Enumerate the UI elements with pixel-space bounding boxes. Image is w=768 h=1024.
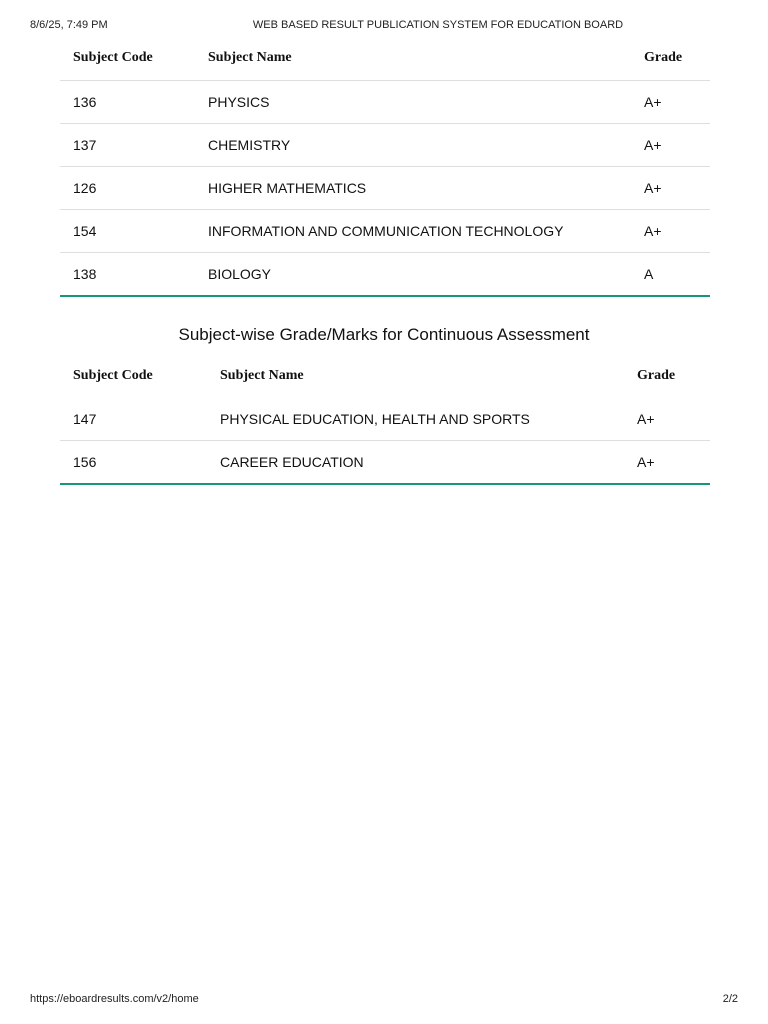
column-header-subject-name: Subject Name (220, 368, 304, 383)
subject-code: 138 (60, 253, 195, 297)
subject-grade-table (60, 36, 710, 297)
subject-code: 156 (60, 441, 207, 485)
subject-name: BIOLOGY (195, 253, 631, 297)
page-number: 2/2 (722, 993, 738, 1005)
table-header-row (60, 36, 710, 81)
table-row (60, 167, 710, 210)
subject-name: INFORMATION AND COMMUNICATION TECHNOLOGY (195, 210, 631, 253)
continuous-assessment-table (60, 354, 710, 485)
table-row (60, 398, 710, 441)
subject-code: 137 (60, 124, 195, 167)
table-row (60, 124, 710, 167)
subject-grade: A+ (631, 81, 710, 124)
subject-grade: A+ (631, 210, 710, 253)
subject-grade: A+ (624, 441, 710, 485)
column-header-grade: Grade (644, 50, 683, 65)
subject-name: PHYSICAL EDUCATION, HEALTH AND SPORTS (220, 411, 530, 427)
column-header-subject-code: Subject Code (73, 50, 153, 65)
table-row (60, 441, 710, 485)
continuous-assessment-title: Subject-wise Grade/Marks for Continuous Assessment (178, 325, 590, 344)
table-row (60, 210, 710, 253)
subject-name: PHYSICS (195, 81, 631, 124)
subject-code: 136 (60, 81, 195, 124)
subject-name: CHEMISTRY (195, 124, 631, 167)
table-row (60, 253, 710, 297)
subject-code: 147 (73, 411, 97, 427)
print-page-title: WEB BASED RESULT PUBLICATION SYSTEM FOR EDUCATION BOARD (252, 19, 624, 31)
print-datetime: 8/6/25, 7:49 PM (30, 19, 108, 31)
column-header-grade: Grade (637, 368, 676, 383)
table-header-row (60, 354, 710, 398)
subject-grade: A+ (631, 124, 710, 167)
subject-grade: A+ (631, 167, 710, 210)
subject-name: HIGHER MATHEMATICS (195, 167, 631, 210)
table-row (60, 81, 710, 124)
column-header-subject-name: Subject Name (208, 50, 292, 65)
print-url: https://eboardresults.com/v2/home (30, 993, 199, 1005)
subject-code: 154 (60, 210, 195, 253)
subject-grade: A+ (637, 411, 655, 427)
column-header-subject-code: Subject Code (73, 368, 153, 383)
subject-code: 126 (60, 167, 195, 210)
subject-name: CAREER EDUCATION (207, 441, 624, 485)
subject-grade: A (631, 253, 710, 297)
